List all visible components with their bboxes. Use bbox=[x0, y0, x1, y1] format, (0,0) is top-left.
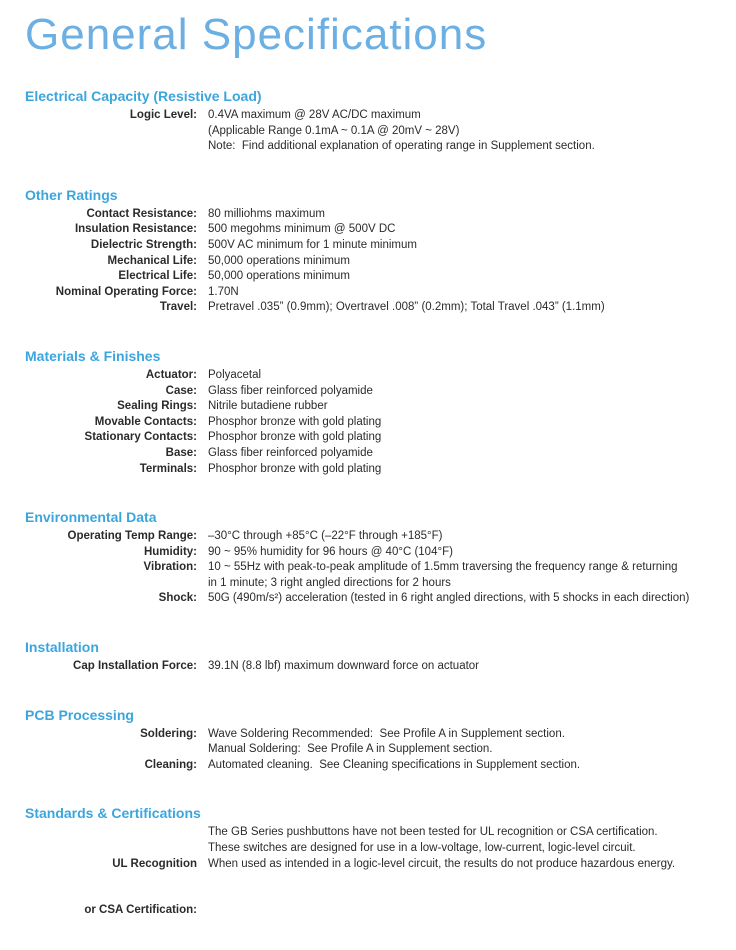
spec-label: Sealing Rings: bbox=[117, 400, 197, 413]
spec-label: Movable Contacts: bbox=[94, 415, 197, 428]
spec-value-line: Wave Soldering Recommended: See Profile A in Supplement section. bbox=[208, 727, 565, 740]
spec-label: Electrical Life: bbox=[118, 270, 197, 283]
spec-label-line: UL Recognition bbox=[112, 857, 197, 870]
spec-value-line: Phosphor bronze with gold plating bbox=[208, 462, 382, 475]
spec-value-line: 90 ~ 95% humidity for 96 hours @ 40°C (104°F) bbox=[208, 545, 453, 558]
spec-row bbox=[25, 384, 720, 400]
spec-value bbox=[208, 300, 605, 316]
spec-row bbox=[25, 368, 720, 384]
spec-label: Case: bbox=[165, 384, 197, 397]
spec-label: Travel: bbox=[159, 301, 197, 314]
spec-value-line: in 1 minute; 3 right angled directions for 2 hours bbox=[208, 576, 451, 589]
spec-value bbox=[208, 207, 325, 223]
spec-value-line: Glass fiber reinforced polyamide bbox=[208, 446, 373, 459]
spec-label: Mechanical Life: bbox=[107, 254, 197, 267]
spec-value-line: (Applicable Range 0.1mA ~ 0.1A @ 20mV ~ 28V) bbox=[208, 124, 460, 137]
spec-value bbox=[208, 108, 595, 155]
spec-value bbox=[208, 368, 261, 384]
section-other-ratings bbox=[25, 188, 720, 316]
spec-value bbox=[208, 758, 580, 774]
spec-value-line: Nitrile butadiene rubber bbox=[208, 400, 328, 413]
spec-label: Dielectric Strength: bbox=[90, 238, 197, 251]
spec-value bbox=[208, 560, 678, 591]
spec-value bbox=[208, 825, 675, 872]
spec-value-line: 10 ~ 55Hz with peak-to-peak amplitude of 1.5mm traversing the frequency range & returning bbox=[208, 561, 678, 574]
spec-value-line: Pretravel .035” (0.9mm); Overtravel .008” (0.2mm); Total Travel .043” (1.1mm) bbox=[208, 301, 605, 314]
spec-value-line: 39.1N (8.8 lbf) maximum downward force on actuator bbox=[208, 660, 480, 673]
spec-label: Operating Temp Range: bbox=[67, 530, 197, 543]
spec-label: Humidity: bbox=[143, 545, 197, 558]
spec-row bbox=[25, 727, 720, 758]
spec-value bbox=[208, 446, 373, 462]
spec-value-line: 500 megohms minimum @ 500V DC bbox=[208, 223, 396, 236]
spec-label: Soldering: bbox=[140, 727, 197, 740]
spec-row bbox=[25, 545, 720, 561]
section-environmental-data bbox=[25, 510, 720, 607]
section-electrical-capacity bbox=[25, 89, 720, 155]
spec-row bbox=[25, 446, 720, 462]
section-title: PCB Processing bbox=[25, 706, 134, 723]
section-pcb-processing bbox=[25, 708, 720, 774]
section-title: Environmental Data bbox=[25, 509, 157, 526]
spec-value bbox=[208, 285, 239, 301]
spec-value bbox=[208, 384, 373, 400]
spec-value bbox=[208, 254, 350, 270]
spec-row bbox=[25, 207, 720, 223]
spec-row bbox=[25, 285, 720, 301]
spec-value bbox=[208, 222, 395, 238]
spec-row bbox=[25, 238, 720, 254]
spec-label: Nominal Operating Force: bbox=[55, 285, 197, 298]
spec-label: Cap Installation Force: bbox=[73, 660, 197, 673]
spec-value-line: 50G (490m/s²) acceleration (tested in 6 right angled directions, with 5 shocks in each direction) bbox=[208, 592, 690, 605]
spec-row bbox=[25, 399, 720, 415]
spec-value-line: Manual Soldering: See Profile A in Supplement section. bbox=[208, 743, 493, 756]
spec-row bbox=[25, 254, 720, 270]
spec-label: Base: bbox=[165, 446, 197, 459]
spec-label: Stationary Contacts: bbox=[84, 431, 197, 444]
spec-value-line: 80 milliohms maximum bbox=[208, 207, 325, 220]
spec-value-line: Phosphor bronze with gold plating bbox=[208, 415, 382, 428]
spec-value-line: 50,000 operations minimum bbox=[208, 254, 350, 267]
spec-value-line: 0.4VA maximum @ 28V AC/DC maximum bbox=[208, 109, 421, 121]
spec-value-line: Note: Find additional explanation of operating range in Supplement section. bbox=[208, 140, 595, 153]
spec-row bbox=[25, 300, 720, 316]
spec-value bbox=[208, 529, 442, 545]
spec-label: Terminals: bbox=[139, 462, 197, 475]
spec-value-line: 500V AC minimum for 1 minute minimum bbox=[208, 238, 417, 251]
spec-label: Insulation Resistance: bbox=[74, 223, 197, 236]
spec-label: Logic Level: bbox=[129, 109, 197, 121]
spec-value-line: Automated cleaning. See Cleaning specifications in Supplement section. bbox=[208, 758, 581, 771]
section-title: Standards & Certifications bbox=[25, 805, 201, 822]
spec-label: Cleaning: bbox=[144, 758, 197, 771]
spec-value-line: 50,000 operations minimum bbox=[208, 270, 350, 283]
spec-value-line: 1.70N bbox=[208, 285, 239, 298]
section-installation bbox=[25, 640, 720, 675]
spec-label: Contact Resistance: bbox=[86, 207, 197, 220]
spec-row bbox=[25, 415, 720, 431]
spec-row bbox=[25, 462, 720, 478]
spec-value bbox=[208, 591, 689, 607]
spec-row bbox=[25, 529, 720, 545]
spec-label: Vibration: bbox=[143, 561, 197, 574]
page-title: General Specifications bbox=[25, 10, 488, 59]
spec-value bbox=[208, 415, 381, 431]
spec-label-line: or CSA Certification: bbox=[84, 904, 197, 917]
spec-value bbox=[208, 238, 417, 254]
section-title: Materials & Finishes bbox=[25, 347, 161, 364]
spec-row bbox=[25, 560, 720, 591]
section-title: Installation bbox=[25, 639, 99, 656]
spec-row bbox=[25, 825, 720, 950]
spec-row bbox=[25, 269, 720, 285]
spec-value bbox=[208, 430, 381, 446]
spec-value bbox=[208, 659, 479, 675]
spec-row bbox=[25, 659, 720, 675]
spec-label: Actuator: bbox=[145, 368, 197, 381]
spec-value bbox=[208, 269, 350, 285]
spec-row bbox=[25, 591, 720, 607]
spec-value-line: Phosphor bronze with gold plating bbox=[208, 431, 382, 444]
spec-label: Shock: bbox=[158, 592, 197, 605]
section-title: Other Ratings bbox=[25, 186, 118, 203]
section-materials-finishes bbox=[25, 349, 720, 477]
spec-value-line: –30°C through +85°C (–22°F through +185°F) bbox=[208, 530, 443, 543]
spec-row bbox=[25, 430, 720, 446]
spec-row bbox=[25, 222, 720, 238]
spec-value bbox=[208, 727, 565, 758]
spec-row bbox=[25, 108, 720, 155]
spec-value-line: These switches are designed for use in a low-voltage, low-current, logic-level circuit. bbox=[208, 842, 636, 855]
spec-value-line: Polyacetal bbox=[208, 368, 262, 381]
spec-row bbox=[25, 758, 720, 774]
section-standards-certifications bbox=[25, 806, 720, 950]
spec-value-line: Glass fiber reinforced polyamide bbox=[208, 384, 373, 397]
spec-value-line: When used as intended in a logic-level circuit, the results do not produce hazardous energy. bbox=[208, 857, 676, 870]
spec-value-line: The GB Series pushbuttons have not been tested for UL recognition or CSA certification. bbox=[208, 826, 658, 839]
spec-value bbox=[208, 462, 381, 478]
spec-value bbox=[208, 399, 328, 415]
section-title: Electrical Capacity (Resistive Load) bbox=[25, 88, 262, 104]
spec-value bbox=[208, 545, 453, 561]
spec-label bbox=[25, 825, 197, 950]
